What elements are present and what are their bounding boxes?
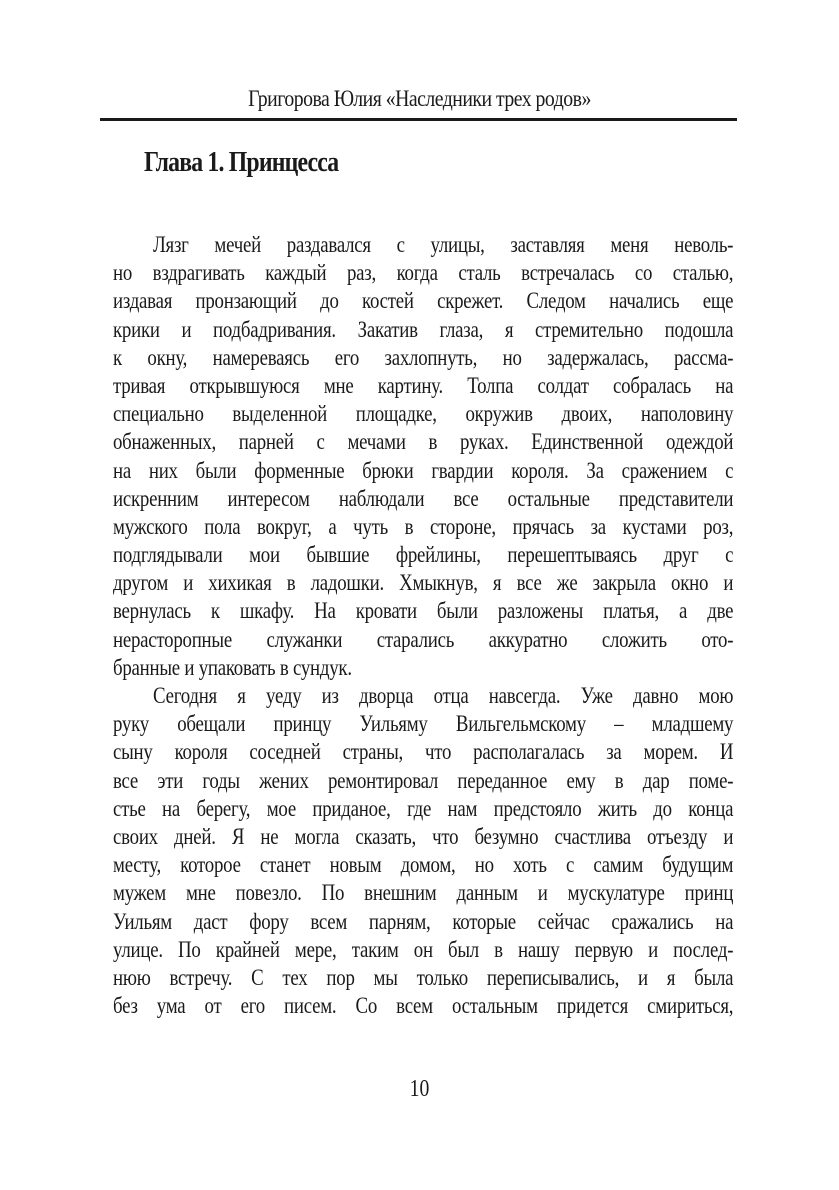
- text-line: [113, 795, 733, 823]
- text-line: [113, 908, 733, 936]
- text-line-content: Лязг мечей раздавался с улицы, заставляя меня неволь-: [153, 232, 734, 257]
- text-line: [113, 879, 733, 907]
- text-line-content: искренним интересом наблюдали все остальные представители: [113, 485, 734, 511]
- body-text: [113, 231, 733, 1020]
- text-line-content: стье на берегу, мое приданое, где нам предстояло жить до конца: [113, 795, 734, 821]
- text-line-content: к окну, намереваясь его захлопнуть, но задержалась, рассма-: [113, 344, 734, 370]
- chapter-title: Глава 1. Принцесса: [144, 146, 339, 178]
- text-line-wrapper: [113, 513, 733, 541]
- text-line-content: на них были форменные брюки гвардии короля. За сражением с: [113, 457, 734, 483]
- text-line-wrapper: [113, 654, 733, 682]
- text-line-wrapper: [113, 231, 733, 259]
- text-line: [113, 654, 733, 682]
- text-line-wrapper: [113, 964, 733, 992]
- page-number: 10: [409, 1076, 430, 1102]
- text-line-wrapper: [113, 823, 733, 851]
- text-line-wrapper: [113, 795, 733, 823]
- text-line: [113, 738, 733, 766]
- text-line-content: нюю встречу. С тех пор мы только переписывались, и я была: [113, 964, 734, 990]
- text-line: [113, 767, 733, 795]
- text-line-content: все эти годы жених ремонтировал переданное ему в дар поме-: [113, 767, 734, 793]
- text-line-content: Уильям даст фору всем парням, которые сейчас сражались на: [113, 908, 734, 934]
- text-line-content: улице. По крайней мере, таким он был в нашу первую и послед-: [113, 936, 734, 962]
- text-line: [113, 597, 733, 625]
- text-line-wrapper: [113, 597, 733, 625]
- text-line-content: обнаженных, парней с мечами в руках. Единственной одеждой: [113, 429, 734, 455]
- header-rule: [100, 118, 737, 121]
- text-line: [113, 457, 733, 485]
- text-line: [113, 964, 733, 992]
- text-line: [113, 372, 733, 400]
- text-line-wrapper: [113, 485, 733, 513]
- text-line-content: бранные и упаковать в сундук.: [113, 654, 352, 680]
- text-line-wrapper: [113, 767, 733, 795]
- text-line: [113, 259, 733, 287]
- text-line-wrapper: [113, 457, 733, 485]
- running-header: Григорова Юлия «Наследники трех родов»: [248, 86, 591, 111]
- text-line-wrapper: [113, 908, 733, 936]
- paragraph: [113, 231, 733, 682]
- text-line-wrapper: [113, 541, 733, 569]
- text-line-content: руку обещали принцу Уильяму Вильгельмскому – младшему: [113, 711, 734, 737]
- text-line-content: Сегодня я уеду из дворца отца навсегда. Уже давно мою: [153, 683, 734, 708]
- text-line: [113, 541, 733, 569]
- text-line-wrapper: [113, 710, 733, 738]
- text-line-content: нерасторопные служанки старались аккуратно сложить ото-: [113, 626, 734, 652]
- text-line-content: без ума от его писем. Со всем остальным придется смириться,: [113, 993, 734, 1019]
- text-line: [113, 316, 733, 344]
- text-line-wrapper: [113, 738, 733, 766]
- text-line: [113, 231, 733, 259]
- text-line: [113, 344, 733, 372]
- text-line-wrapper: [113, 879, 733, 907]
- text-line: [113, 287, 733, 315]
- text-line-content: другом и хихикая в ладошки. Хмыкнув, я все же закрыла окно и: [113, 570, 734, 596]
- text-line: [113, 823, 733, 851]
- text-line-wrapper: [113, 372, 733, 400]
- text-line-wrapper: [113, 992, 733, 1020]
- text-line: [113, 682, 733, 710]
- text-line-wrapper: [113, 682, 733, 710]
- text-line-wrapper: [113, 400, 733, 428]
- text-line-content: специально выделенной площадке, окружив двоих, наполовину: [113, 401, 734, 427]
- text-line-content: мужем мне повезло. По внешним данным и мускулатуре принц: [113, 880, 734, 906]
- text-line-content: но вздрагивать каждый раз, когда сталь встречалась со сталью,: [113, 260, 734, 286]
- text-line: [113, 400, 733, 428]
- text-line-wrapper: [113, 259, 733, 287]
- text-line-content: крики и подбадривания. Закатив глаза, я стремительно подошла: [113, 316, 734, 342]
- text-line-content: сыну короля соседней страны, что располагалась за морем. И: [113, 739, 734, 765]
- text-line: [113, 626, 733, 654]
- paragraph: [113, 682, 733, 1020]
- text-line-content: мужского пола вокруг, а чуть в стороне, прячась за кустами роз,: [113, 513, 734, 539]
- text-line-content: подглядывали мои бывшие фрейлины, перешептываясь друг с: [113, 542, 734, 568]
- text-line: [113, 992, 733, 1020]
- text-line-content: месту, которое станет новым домом, но хоть с самим будущим: [113, 852, 734, 878]
- text-line-wrapper: [113, 287, 733, 315]
- text-line-wrapper: [113, 936, 733, 964]
- text-line-wrapper: [113, 428, 733, 456]
- text-line-wrapper: [113, 851, 733, 879]
- text-line: [113, 710, 733, 738]
- text-line-wrapper: [113, 316, 733, 344]
- text-line: [113, 851, 733, 879]
- text-line: [113, 513, 733, 541]
- text-line-content: вернулась к шкафу. На кровати были разложены платья, а две: [113, 598, 734, 624]
- text-line: [113, 485, 733, 513]
- text-line-wrapper: [113, 626, 733, 654]
- text-line-content: своих дней. Я не могла сказать, что безумно счастлива отъезду и: [113, 823, 734, 849]
- text-line-wrapper: [113, 569, 733, 597]
- text-line: [113, 936, 733, 964]
- text-line: [113, 428, 733, 456]
- text-line-content: издавая пронзающий до костей скрежет. Следом начались еще: [113, 288, 734, 314]
- text-line-wrapper: [113, 344, 733, 372]
- text-line-content: тривая открывшуюся мне картину. Толпа солдат собралась на: [113, 372, 734, 398]
- text-line: [113, 569, 733, 597]
